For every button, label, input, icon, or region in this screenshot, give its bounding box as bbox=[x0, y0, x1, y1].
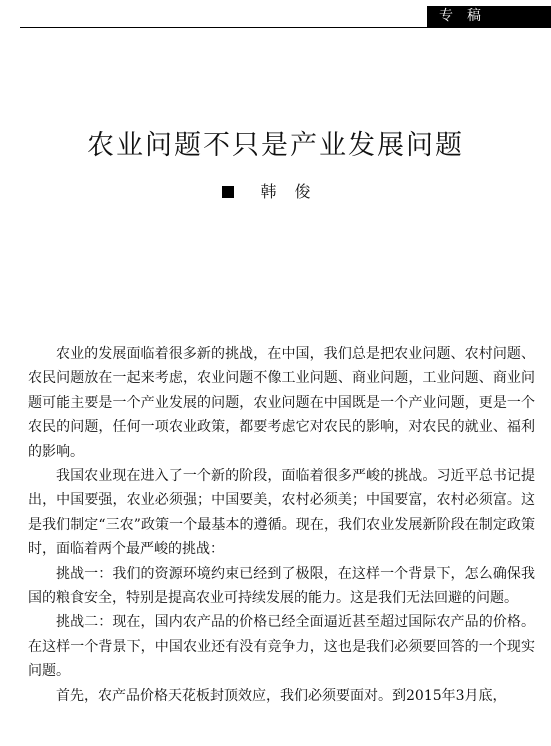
author-name: 韩俊 bbox=[260, 182, 329, 201]
article-body bbox=[28, 342, 535, 708]
paragraph: 我国农业现在进入了一个新的阶段，面临着很多严峻的挑战。习近平总书记提出，中国要强，农业必须强；中国要美，农村必须美；中国要富，农村必须富。这是我们制定“三农”政策一个最基本的遵循。现在，我们农业发展新阶段在制定政策时，面临着两个最严峻的挑战： bbox=[28, 468, 535, 558]
section-label: 专稿 bbox=[427, 6, 551, 27]
paragraph: 挑战一：我们的资源环境约束已经到了极限，在这样一个背景下，怎么确保我国的粮食安全，特别是提高农业可持续发展的能力。这是我们无法回避的问题。 bbox=[28, 565, 535, 607]
article-title: 农业问题不只是产业发展问题 bbox=[87, 130, 464, 161]
paragraph: 挑战二：现在，国内农产品的价格已经全面逼近甚至超过国际农产品的价格。在这样一个背景下，中国农业还有没有竞争力，这也是我们必须要回答的一个现实问题。 bbox=[28, 614, 535, 680]
black-square-icon bbox=[222, 186, 234, 198]
paragraph: 首先，农产品价格天花板封顶效应，我们必须要面对。到2015年3月底， bbox=[56, 687, 507, 704]
byline bbox=[0, 180, 551, 204]
header-rule bbox=[20, 27, 551, 28]
paragraph: 农业的发展面临着很多新的挑战，在中国，我们总是把农业问题、农村问题、农民问题放在一起来考虑，农业问题不像工业问题、商业问题，工业问题、商业问题可能主要是一个产业发展的问题，农业问题在中国既是一个产业问题，更是一个农民的问题，任何一项农业政策，都要考虑它对农民的影响，对农民的就业、福利的影响。 bbox=[28, 346, 535, 460]
